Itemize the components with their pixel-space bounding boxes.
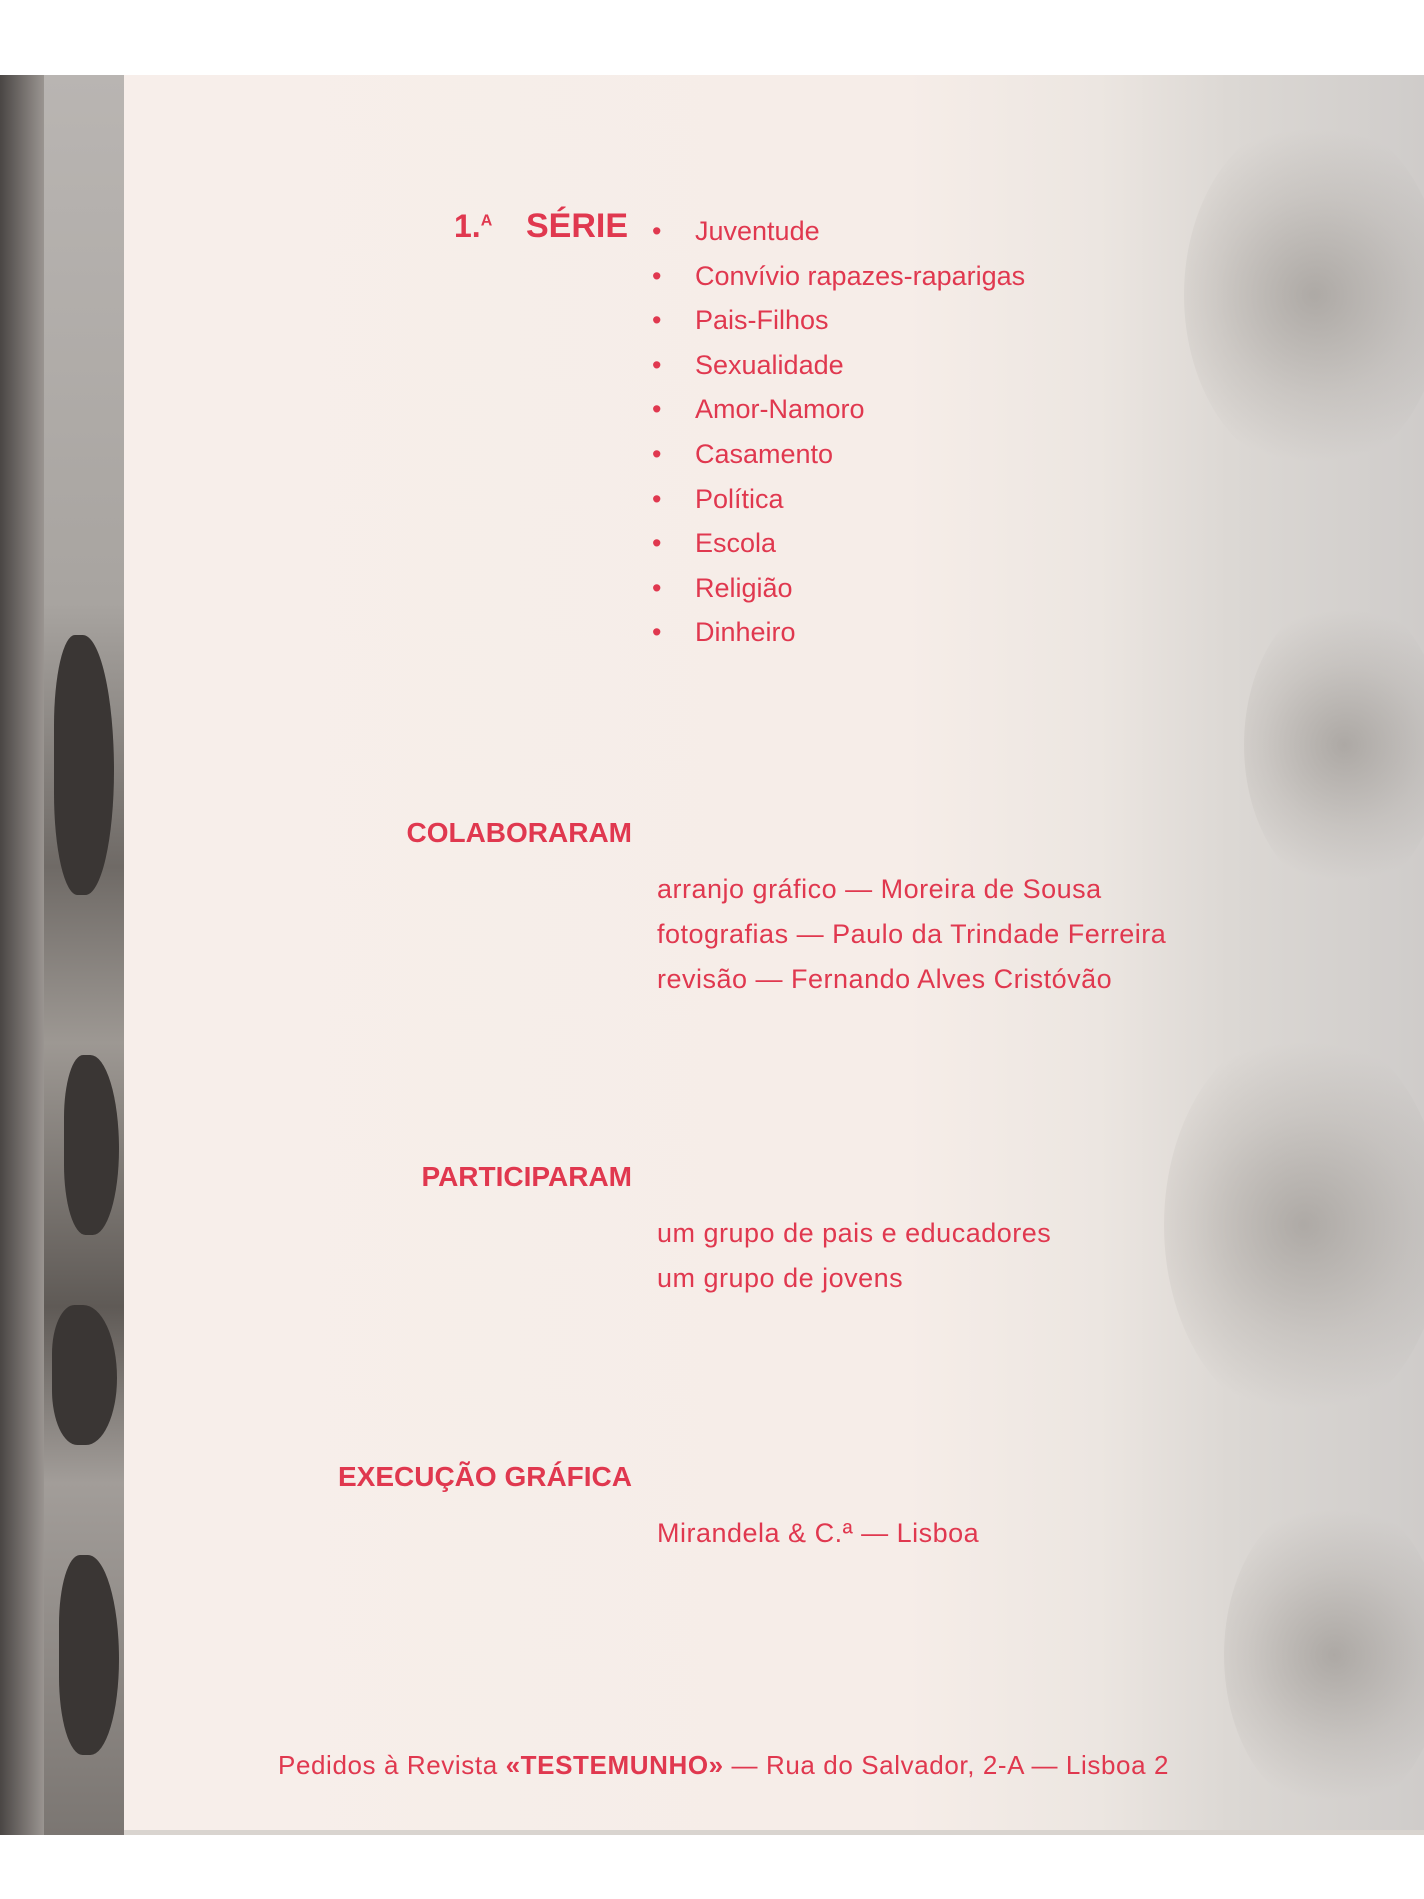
photo-fragment [64,1055,119,1235]
bullet-icon: • [652,483,662,514]
bullet-icon: • [652,216,662,246]
participant-line: um grupo de pais e educadores [657,1218,1052,1248]
topic-label: Convívio rapazes-raparigas [695,260,1026,291]
bullet-icon: • [652,572,662,603]
bullet-icon: • [652,528,662,559]
paper-stain [1224,1495,1424,1815]
bullet-icon: • [652,617,662,648]
topic-label: Política [695,483,784,514]
bullet-icon: • [652,260,662,291]
previous-page-photo-edge [44,75,124,1835]
book-spine [0,75,44,1835]
serie-title: SÉRIE [526,207,629,245]
topic-label: Religião [695,572,793,603]
colaboraram-heading: COLABORARAM [406,817,632,848]
participaram-heading: PARTICIPARAM [421,1161,632,1192]
topic-label: Casamento [695,438,834,469]
credit-line: fotografias — Paulo da Trindade Ferreira [657,919,1167,949]
printer-line: Mirandela & C.ª — Lisboa [657,1518,980,1548]
credit-line: revisão — Fernando Alves Cristóvão [657,964,1113,994]
topic-label: Sexualidade [695,349,844,380]
execucao-grafica-heading: EXECUÇÃO GRÁFICA [337,1461,632,1492]
serie-number: 1.$^A$ [454,208,493,244]
footer-prefix: Pedidos à Revista [278,1750,506,1780]
footer-address: — Rua do Salvador, 2-A — Lisboa 2 [723,1750,1170,1780]
footer-order-info [278,1750,1169,1781]
photo-fragment [59,1555,119,1755]
topic-label: Juventude [695,216,820,246]
magazine-name: «TESTEMUNHO» [505,1750,724,1780]
paper-stain [1164,1025,1424,1425]
bullet-icon: • [652,438,662,469]
document-page [124,75,1424,1830]
photo-fragment [54,635,114,895]
topic-label: Pais-Filhos [695,305,829,336]
bullet-icon: • [652,394,662,425]
topic-label: Escola [695,528,777,559]
topic-label: Amor-Namoro [695,394,865,425]
participant-line: um grupo de jovens [657,1263,904,1293]
topic-label: Dinheiro [695,617,796,648]
bullet-icon: • [652,349,662,380]
paper-stain [1244,595,1424,895]
photo-fragment [52,1305,117,1445]
paper-stain [1184,115,1424,475]
credit-line: arranjo gráfico — Moreira de Sousa [657,874,1102,904]
bullet-icon: • [652,305,662,336]
